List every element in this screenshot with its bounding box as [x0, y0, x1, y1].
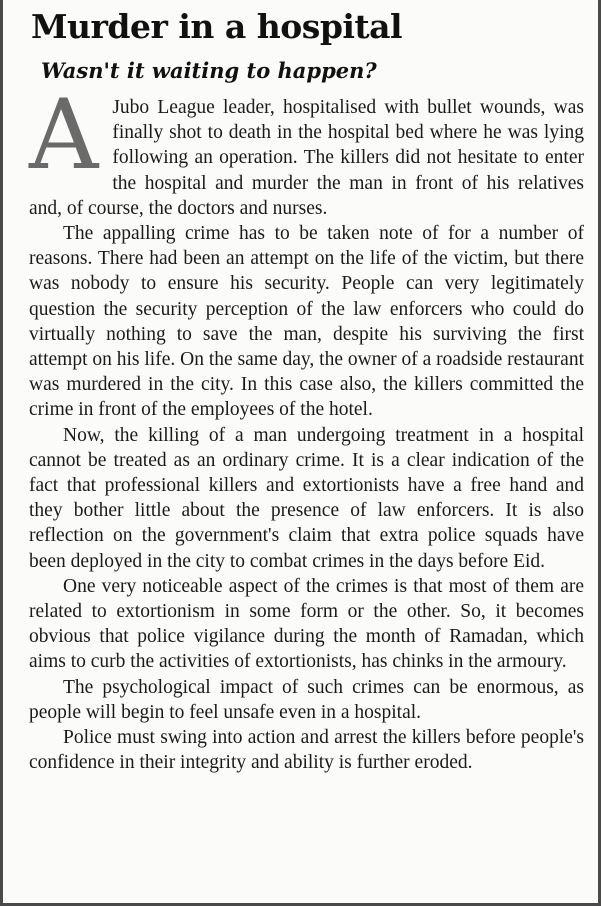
- paragraph-1-text: Jubo League leader, hospitalised with bullet wounds, was finally shot to death in the hospital bed where he was lying following an operation. The killers did not hesitate to enter the hospital and murder the man in front of his relatives and, of course, the doctors and nurses.: [29, 97, 584, 219]
- paragraph-3: Now, the killing of a man undergoing treatment in a hospital cannot be treated as an ordinary crime. It is a clear indication of the fact that professional killers and extortionists have a free hand and they bother little about the presence of law enforcers. It is also reflection on the government's claim that extra police squads have been deployed in the city to combat crimes in the days before Eid.: [29, 424, 584, 572]
- paragraph-5: The psychological impact of such crimes can be enormous, as people will begin to feel unsafe even in a hospital.: [29, 676, 584, 723]
- drop-cap: A: [29, 79, 99, 191]
- paragraph-4: One very noticeable aspect of the crimes is that most of them are related to extortionism in some form or the other. So, it becomes obvious that police vigilance during the month of Ramadan, which aims to curb the activities of extortionists, has chinks in the armoury.: [29, 575, 584, 673]
- headline: Murder in a hospital: [31, 7, 403, 46]
- subheadline: Wasn't it waiting to happen?: [41, 58, 377, 83]
- paragraph-1: [29, 79, 584, 221]
- article-body: [29, 79, 584, 775]
- paragraph-2: The appalling crime has to be taken note of for a number of reasons. There had been an attempt on the life of the victim, but there was nobody to ensure his security. People can very legitimately question the security perception of the law enforcers who could do virtually nothing to save the man, despite his surviving the first attempt on his life. On the same day, the owner of a roadside restaurant was murdered in the city. In this case also, the killers committed the crime in front of the employees of the hotel.: [29, 223, 584, 421]
- paragraph-6: Police must swing into action and arrest the killers before people's confidence in their integrity and ability is further eroded.: [29, 727, 584, 774]
